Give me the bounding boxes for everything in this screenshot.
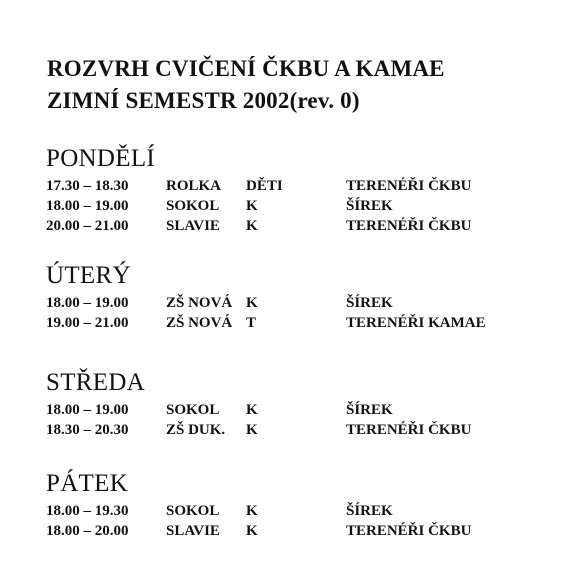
document-subtitle: ZIMNÍ SEMESTR 2002(rev. 0)	[47, 88, 360, 113]
day-section-patek	[46, 470, 556, 541]
time-cell: 18.00 – 19.00	[46, 402, 129, 418]
day-heading: PÁTEK	[46, 470, 129, 497]
place-cell: SOKOL	[166, 503, 220, 519]
place-cell: SOKOL	[166, 198, 220, 214]
trainer-cell: TERENÉŘI ČKBU	[346, 218, 472, 234]
schedule-row	[46, 501, 556, 521]
place-cell: SOKOL	[166, 402, 220, 418]
place-cell: ZŠ NOVÁ	[166, 315, 233, 331]
document-title: ROZVRH CVIČENÍ ČKBU A KAMAE	[47, 56, 445, 81]
trainer-cell: ŠÍREK	[346, 503, 393, 519]
trainer-cell: TERENÉŘI ČKBU	[346, 523, 472, 539]
time-cell: 18.00 – 19.30	[46, 503, 129, 519]
day-heading: STŘEDA	[46, 369, 146, 396]
day-section-pondeli	[46, 145, 556, 236]
place-cell: SLAVIE	[166, 523, 220, 539]
day-heading: ÚTERÝ	[46, 262, 131, 289]
schedule-row	[46, 196, 556, 216]
time-cell: 19.00 – 21.00	[46, 315, 129, 331]
time-cell: 18.00 – 19.00	[46, 198, 129, 214]
schedule-row	[46, 176, 556, 196]
schedule-row	[46, 293, 556, 313]
schedule-row	[46, 216, 556, 236]
group-cell: K	[246, 402, 258, 418]
day-section-streda	[46, 369, 556, 440]
day-heading: PONDĚLÍ	[46, 145, 156, 172]
place-cell: SLAVIE	[166, 218, 220, 234]
trainer-cell: ŠÍREK	[346, 402, 393, 418]
time-cell: 20.00 – 21.00	[46, 218, 129, 234]
trainer-cell: TERENÉŘI ČKBU	[346, 178, 472, 194]
group-cell: K	[246, 422, 258, 438]
place-cell: ZŠ NOVÁ	[166, 295, 233, 311]
trainer-cell: TERENÉŘI ČKBU	[346, 422, 472, 438]
trainer-cell: ŠÍREK	[346, 295, 393, 311]
time-cell: 17.30 – 18.30	[46, 178, 129, 194]
day-section-utery	[46, 262, 556, 333]
trainer-cell: ŠÍREK	[346, 198, 393, 214]
trainer-cell: TERENÉŘI KAMAE	[346, 315, 486, 331]
schedule-row	[46, 521, 556, 541]
group-cell: K	[246, 523, 258, 539]
schedule-row	[46, 420, 556, 440]
time-cell: 18.00 – 20.00	[46, 523, 129, 539]
time-cell: 18.30 – 20.30	[46, 422, 129, 438]
group-cell: K	[246, 503, 258, 519]
time-cell: 18.00 – 19.00	[46, 295, 129, 311]
group-cell: T	[246, 315, 257, 331]
group-cell: K	[246, 295, 258, 311]
group-cell: DĚTI	[246, 178, 283, 194]
schedule-row	[46, 313, 556, 333]
schedule-row	[46, 400, 556, 420]
group-cell: K	[246, 198, 258, 214]
place-cell: ROLKA	[166, 178, 222, 194]
place-cell: ZŠ DUK.	[166, 422, 226, 438]
group-cell: K	[246, 218, 258, 234]
